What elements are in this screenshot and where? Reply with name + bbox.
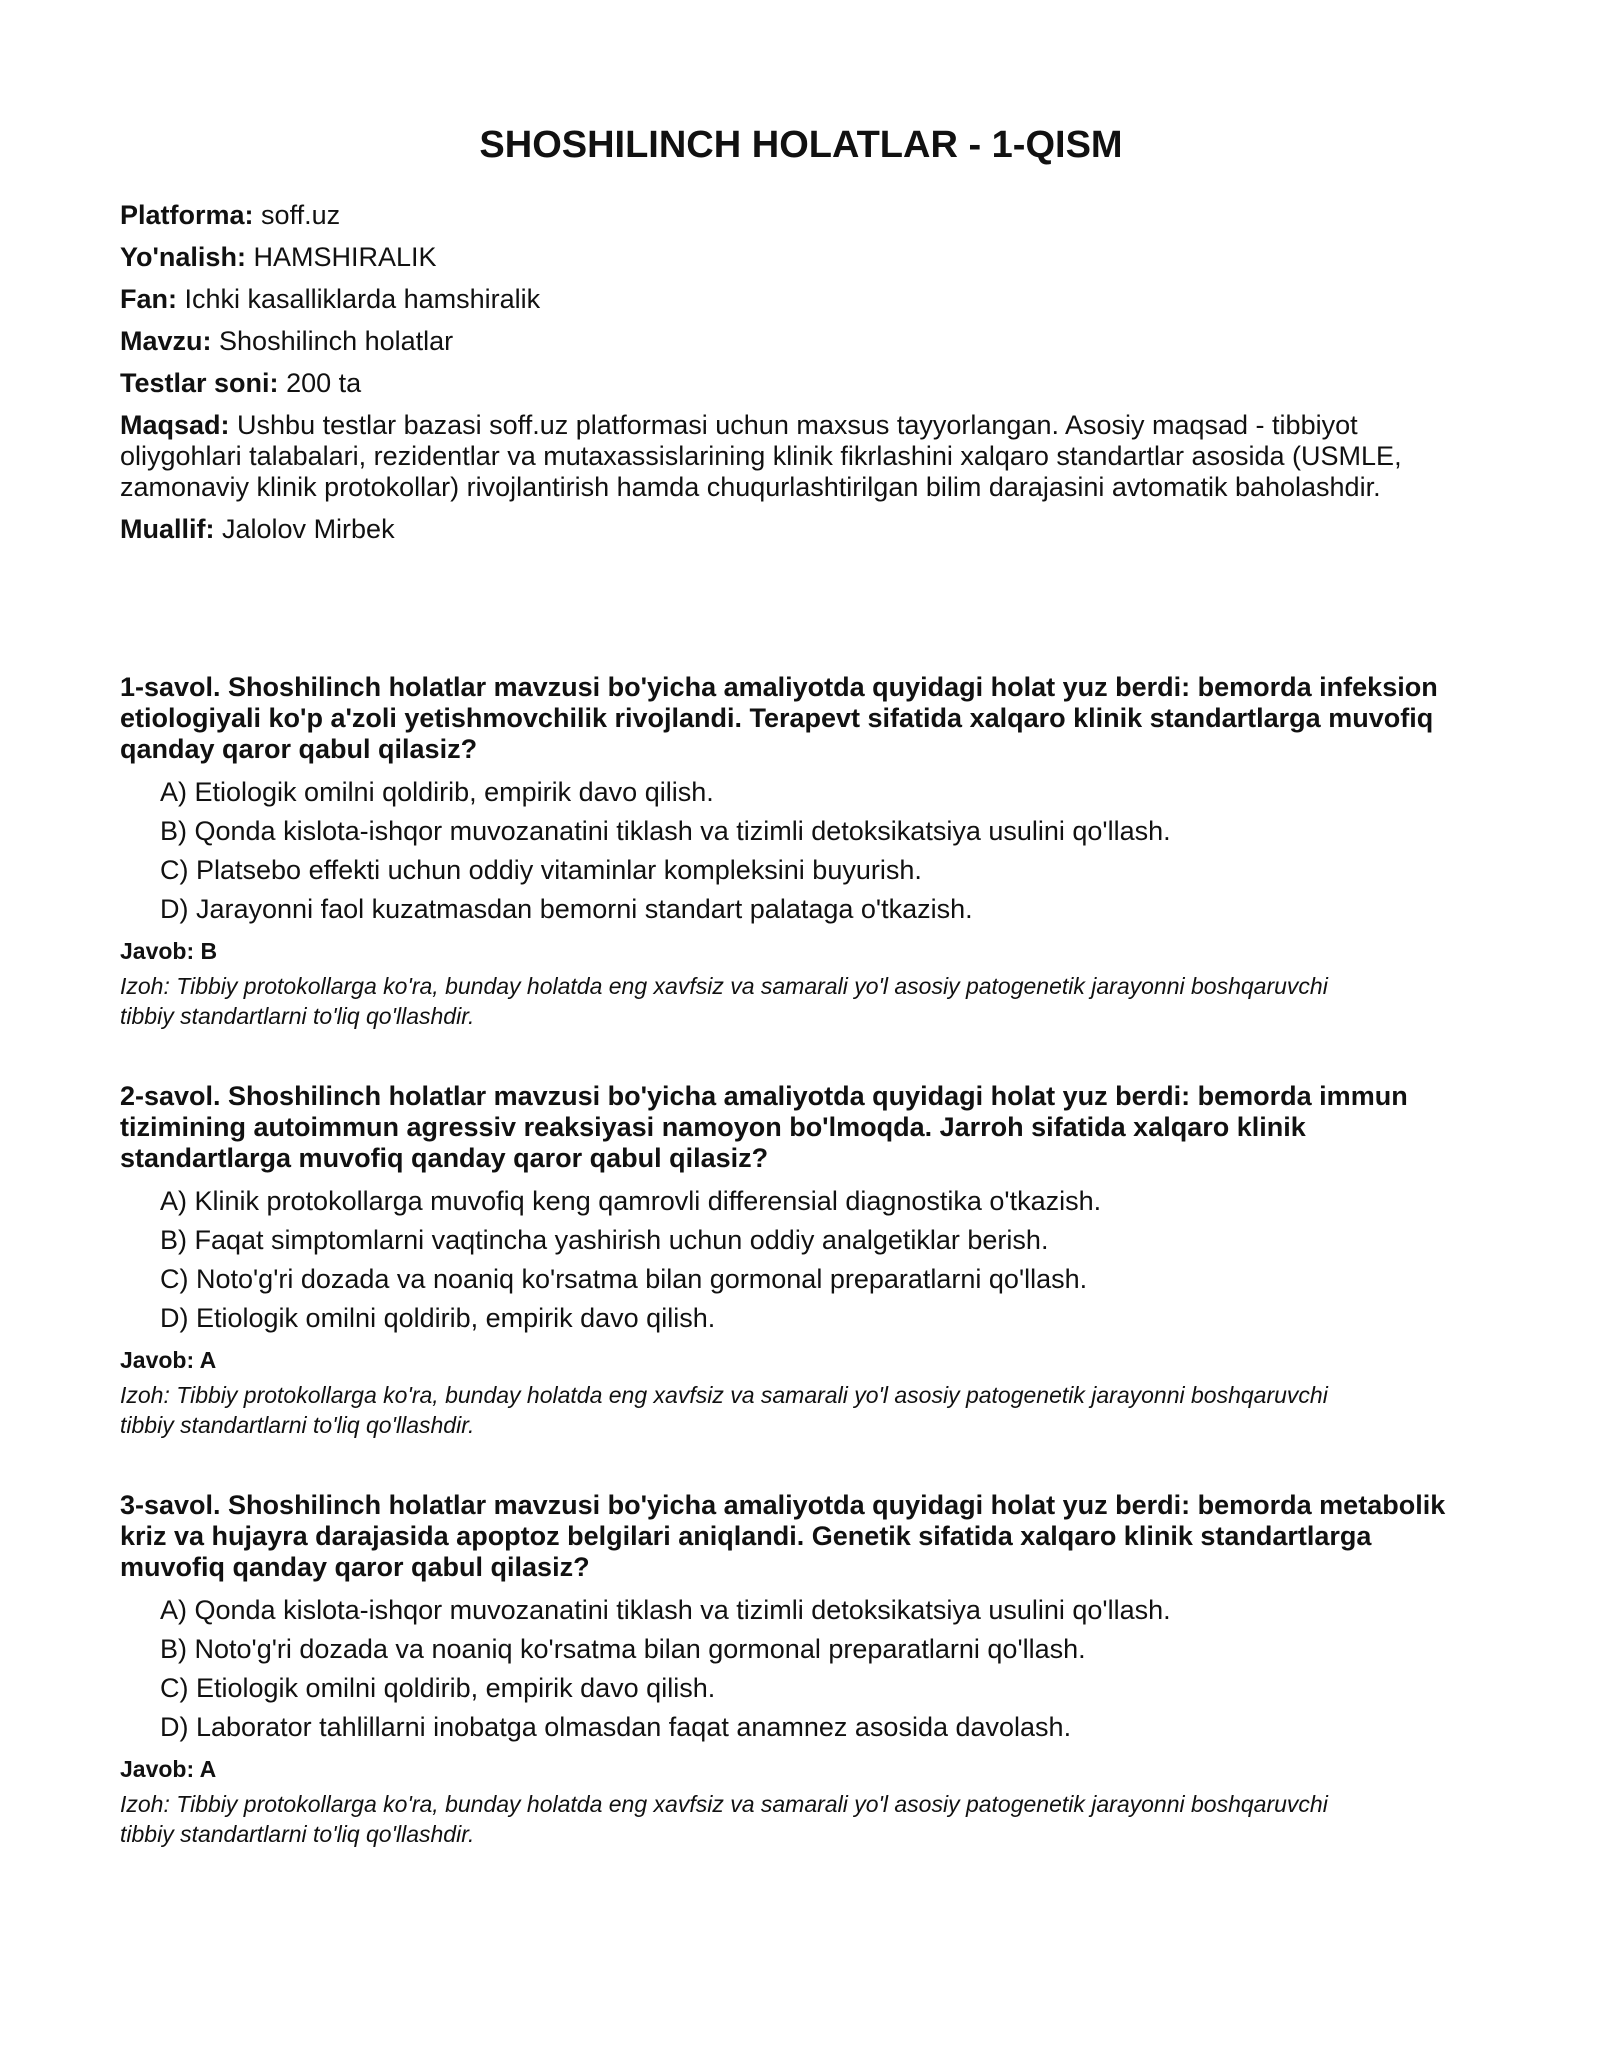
option-b: B) Qonda kislota-ishqor muvozanatini tiklash va tizimli detoksikatsiya usulini qo'llash. [160, 816, 1171, 846]
explanation: Izoh: Tibbiy protokollarga ko'ra, bunday holatda eng xavfsiz va samarali yo'l asosiy patogenetik jarayonni boshqaruvchi tibbiy standartlarni to'liq qo'llashdir. [120, 1791, 1328, 1847]
question-1 [120, 672, 1450, 1031]
answer: Javob: A [120, 1347, 217, 1373]
explanation: Izoh: Tibbiy protokollarga ko'ra, bunday holatda eng xavfsiz va samarali yo'l asosiy patogenetik jarayonni boshqaruvchi tibbiy standartlarni to'liq qo'llashdir. [120, 973, 1328, 1029]
meta-key: Maqsad: [120, 410, 230, 440]
option-a: A) Qonda kislota-ishqor muvozanatini tiklash va tizimli detoksikatsiya usulini qo'llash. [160, 1595, 1171, 1625]
option-b: B) Noto'g'ri dozada va noaniq ko'rsatma bilan gormonal preparatlarni qo'llash. [160, 1634, 1086, 1664]
meta-platform [120, 200, 1450, 231]
meta-key: Muallif: [120, 514, 215, 544]
metadata-block [120, 200, 1450, 556]
question-3 [120, 1490, 1450, 1849]
question-list [120, 672, 1450, 1899]
option-list [120, 777, 1450, 925]
meta-subject [120, 284, 1450, 315]
meta-value: soff.uz [261, 200, 341, 230]
option-c: C) Etiologik omilni qoldirib, empirik davo qilish. [160, 1673, 716, 1703]
meta-key: Testlar soni: [120, 368, 279, 398]
meta-topic [120, 326, 1450, 357]
option-d: D) Jarayonni faol kuzatmasdan bemorni standart palataga o'tkazish. [160, 894, 973, 924]
meta-value: Jalolov Mirbek [222, 514, 395, 544]
option-b: B) Faqat simptomlarni vaqtincha yashirish uchun oddiy analgetiklar berish. [160, 1225, 1049, 1255]
question-2 [120, 1081, 1450, 1440]
meta-key: Platforma: [120, 200, 254, 230]
meta-value: Ushbu testlar bazasi soff.uz platformasi uchun maxsus tayyorlangan. Asosiy maqsad - tibbiyot oliygohlari talabalari, rezidentlar va mutaxassislarining klinik fikrlashini xalqaro standartlar asosida (USMLE, zamonaviy klinik protokollar) rivojlantirish hamda chuqurlashtirilgan bilim darajasini avtomatik baholashdir. [120, 410, 1402, 502]
meta-value: Ichki kasalliklarda hamshiralik [184, 284, 541, 314]
question-text: 2-savol. Shoshilinch holatlar mavzusi bo'yicha amaliyotda quyidagi holat yuz berdi: bemorda immun tizimining autoimmun agressiv reaksiyasi namoyon bo'lmoqda. Jarroh sifatida xalqaro klinik standartlarga muvofiq qanday qaror qabul qilasiz? [120, 1081, 1408, 1173]
meta-author [120, 514, 1450, 545]
meta-key: Mavzu: [120, 326, 212, 356]
document-title: SHOSHILINCH HOLATLAR - 1-QISM [479, 124, 1123, 166]
meta-key: Fan: [120, 284, 177, 314]
option-d: D) Laborator tahlillarni inobatga olmasdan faqat anamnez asosida davolash. [160, 1712, 1072, 1742]
option-list [120, 1595, 1450, 1743]
option-a: A) Klinik protokollarga muvofiq keng qamrovli differensial diagnostika o'tkazish. [160, 1186, 1102, 1216]
option-c: C) Platsebo effekti uchun oddiy vitaminlar kompleksini buyurish. [160, 855, 922, 885]
meta-direction [120, 242, 1450, 273]
question-text: 3-savol. Shoshilinch holatlar mavzusi bo'yicha amaliyotda quyidagi holat yuz berdi: bemorda metabolik kriz va hujayra darajasida apoptoz belgilari aniqlandi. Genetik sifatida xalqaro klinik standartlarga muvofiq qanday qaror qabul qilasiz? [120, 1490, 1446, 1582]
meta-test-count [120, 368, 1450, 399]
answer: Javob: A [120, 1756, 217, 1782]
meta-value: 200 ta [286, 368, 362, 398]
answer: Javob: B [120, 938, 218, 964]
meta-value: HAMSHIRALIK [253, 242, 437, 272]
question-text: 1-savol. Shoshilinch holatlar mavzusi bo'yicha amaliyotda quyidagi holat yuz berdi: bemorda infeksion etiologiyali ko'p a'zoli yetishmovchilik rivojlandi. Terapevt sifatida xalqaro klinik standartlarga muvofiq qanday qaror qabul qilasiz? [120, 672, 1438, 764]
explanation: Izoh: Tibbiy protokollarga ko'ra, bunday holatda eng xavfsiz va samarali yo'l asosiy patogenetik jarayonni boshqaruvchi tibbiy standartlarni to'liq qo'llashdir. [120, 1382, 1328, 1438]
meta-key: Yo'nalish: [120, 242, 246, 272]
option-list [120, 1186, 1450, 1334]
option-a: A) Etiologik omilni qoldirib, empirik davo qilish. [160, 777, 714, 807]
option-d: D) Etiologik omilni qoldirib, empirik davo qilish. [160, 1303, 716, 1333]
meta-value: Shoshilinch holatlar [219, 326, 454, 356]
option-c: C) Noto'g'ri dozada va noaniq ko'rsatma bilan gormonal preparatlarni qo'llash. [160, 1264, 1088, 1294]
meta-purpose [120, 410, 1450, 503]
